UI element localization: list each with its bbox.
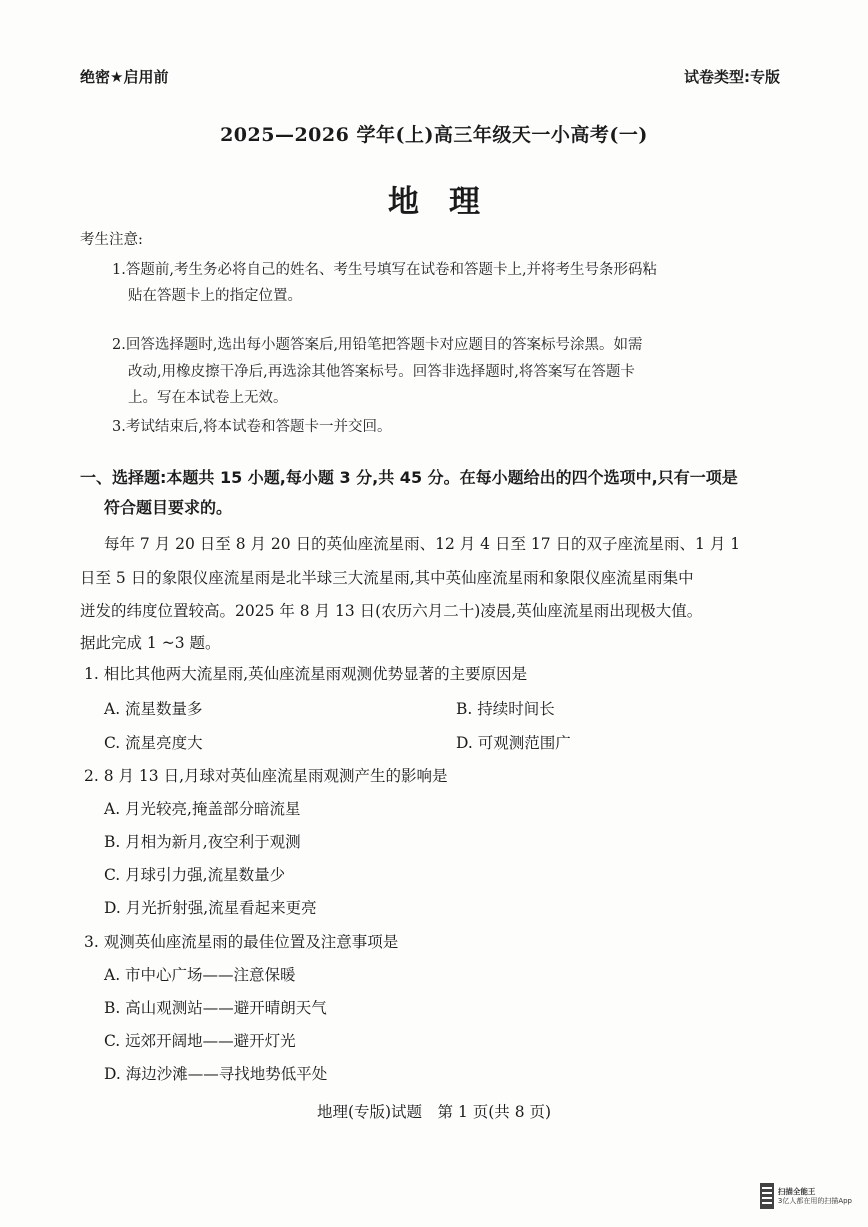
- qr-code-icon: [760, 1183, 774, 1209]
- note-line: 改动,用橡皮擦干净后,再选涂其他答案标号。回答非选择题时,将答案写在答题卡: [128, 364, 635, 380]
- q2-option-a: A. 月光较亮,掩盖部分暗流星: [104, 800, 301, 818]
- q3-option-b: B. 高山观测站——避开晴朗天气: [104, 999, 327, 1017]
- scanner-watermark: [760, 1180, 852, 1212]
- passage-line: 每年 7 月 20 日至 8 月 20 日的英仙座流星雨、12 月 4 日至 17 日的双子座流星雨、1 月 1: [104, 535, 741, 553]
- scanner-badge-text: [778, 1187, 852, 1206]
- q1-option-a: A. 流星数量多: [104, 700, 203, 718]
- note-line: 2.回答选择题时,选出每小题答案后,用铅笔把答题卡对应题目的答案标号涂黑。如需: [112, 337, 643, 353]
- q2-option-d: D. 月光折射强,流星看起来更亮: [104, 899, 317, 917]
- question-1-stem: 1. 相比其他两大流星雨,英仙座流星雨观测优势显著的主要原因是: [84, 665, 528, 683]
- notes-heading: 考生注意:: [80, 232, 143, 248]
- scanner-badge-subtitle: 3亿人都在用的扫描App: [777, 1196, 852, 1205]
- q3-option-d: D. 海边沙滩——寻找地势低平处: [104, 1065, 328, 1083]
- section-heading-cont: 符合题目要求的。: [104, 498, 233, 517]
- subject-title: 地理: [388, 184, 510, 220]
- confidential-label: 绝密★启用前: [80, 68, 169, 86]
- passage-line: 据此完成 1 ~3 题。: [80, 634, 221, 652]
- note-line: 贴在答题卡上的指定位置。: [128, 288, 302, 304]
- q3-option-a: A. 市中心广场——注意保暖: [104, 966, 296, 984]
- section-heading: 一、选择题:本题共 15 小题,每小题 3 分,共 45 分。在每小题给出的四个选项中,只有一项是: [80, 468, 738, 487]
- q1-option-d: D. 可观测范围广: [456, 734, 571, 752]
- q3-option-c: C. 远郊开阔地——避开灯光: [104, 1032, 296, 1050]
- page-footer: 地理(专版)试题 第 1 页(共 8 页): [316, 1103, 552, 1121]
- q1-option-b: B. 持续时间长: [456, 700, 555, 718]
- scanner-badge-title: 扫描全能王: [777, 1186, 816, 1196]
- q2-option-c: C. 月球引力强,流星数量少: [104, 866, 286, 884]
- paper-type-label: 试卷类型:专版: [684, 68, 780, 86]
- note-line: 3.考试结束后,将本试卷和答题卡一并交回。: [112, 419, 392, 435]
- question-2-stem: 2. 8 月 13 日,月球对英仙座流星雨观测产生的影响是: [84, 767, 448, 785]
- note-line: 上。写在本试卷上无效。: [128, 390, 288, 406]
- exam-title: 2025—2026 学年(上)高三年级天一小高考(一): [220, 124, 648, 146]
- passage-line: 迸发的纬度位置较高。2025 年 8 月 13 日(农历六月二十)凌晨,英仙座流星雨出现极大值。: [80, 602, 703, 620]
- q2-option-b: B. 月相为新月,夜空利于观测: [104, 833, 301, 851]
- note-line: 1.答题前,考生务必将自己的姓名、考生号填写在试卷和答题卡上,并将考生号条形码粘: [112, 262, 658, 278]
- passage-line: 日至 5 日的象限仪座流星雨是北半球三大流星雨,其中英仙座流星雨和象限仪座流星雨集中: [80, 569, 694, 587]
- q1-option-c: C. 流星亮度大: [104, 734, 203, 752]
- question-3-stem: 3. 观测英仙座流星雨的最佳位置及注意事项是: [84, 933, 399, 951]
